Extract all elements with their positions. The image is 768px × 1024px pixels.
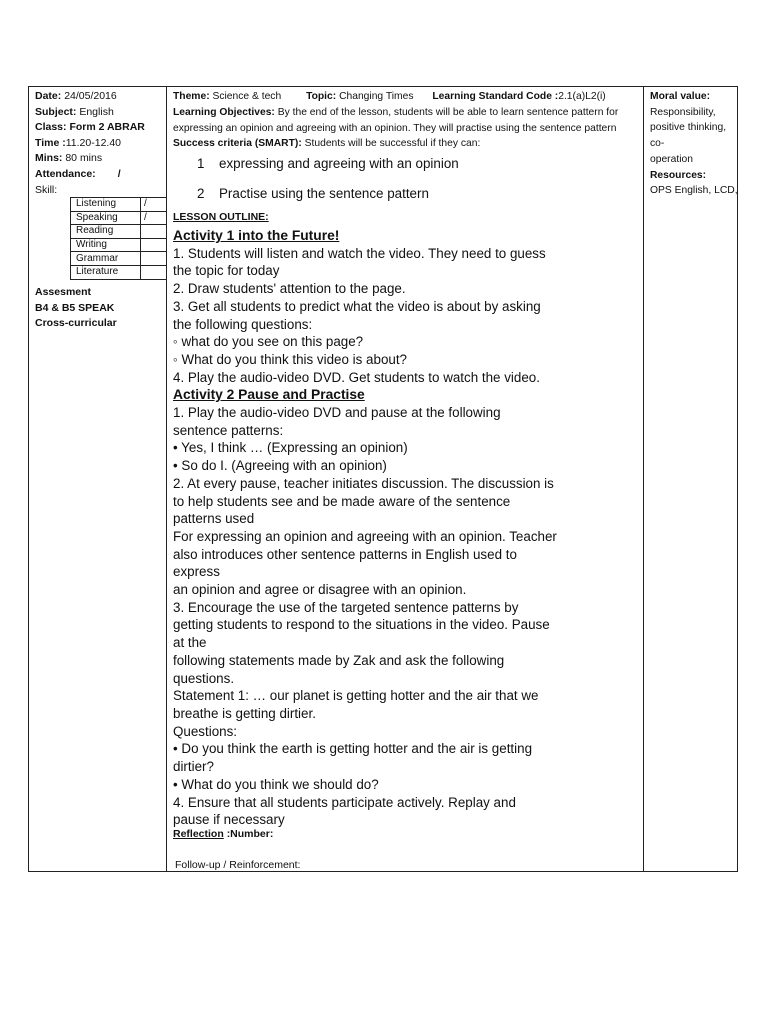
lesson-plan-table [28, 86, 738, 872]
outline-line: following statements made by Zak and ask the following [173, 652, 505, 668]
outline-line: at the [173, 635, 207, 651]
outline-line: 4. Ensure that all students participate actively. Replay and [173, 794, 516, 810]
outline-line: patterns used [173, 511, 255, 527]
activity-1-steps [173, 245, 639, 387]
theme-topic-row: Theme: Science & tech Topic: Changing Times Learning Standard Code :2.1(a)L2(i) [173, 91, 606, 102]
topic-value: Changing Times [339, 91, 414, 102]
class-value: Form 2 ABRAR [69, 121, 145, 134]
outline-line: dirtier? [173, 759, 214, 775]
skill-row-speaking: Speaking / [71, 211, 167, 225]
outline-line: • Yes, I think … (Expressing an opinion) [173, 440, 408, 456]
moral-line: operation [650, 153, 693, 165]
outline-line: sentence patterns: [173, 422, 284, 438]
time-value: 11.20-12.40 [65, 136, 122, 149]
activity-2-title: Activity 2 Pause and Practise [173, 387, 365, 403]
outline-line: ◦ what do you see on this page? [173, 334, 364, 350]
outline-line: 1. Students will listen and watch the video. They need to guess [173, 245, 546, 261]
resources-value: OPS English, LCD, [650, 185, 738, 197]
skill-row: Skill: [35, 183, 58, 196]
mins-row: Mins: 80 mins [35, 152, 103, 165]
outline-line: to help students see and be made aware of the sentence [173, 493, 511, 509]
objectives-row: Learning Objectives: By the end of the lesson, students will be able to learn sentence pattern for [173, 106, 619, 118]
moral-line: Responsibility, [650, 106, 716, 118]
lesson-outline-title: LESSON OUTLINE: [173, 211, 269, 223]
lesson-info [35, 89, 165, 198]
skill-row-grammar: Grammar [71, 252, 167, 266]
followup-label: Follow-up / Reinforcement: [175, 859, 301, 871]
outline-line: 2. At every pause, teacher initiates discussion. The discussion is [173, 475, 554, 491]
assessment-block [35, 285, 165, 332]
moral-line: positive thinking, co- [650, 122, 727, 150]
criteria-item: 2 Practise using the sentence pattern [197, 186, 429, 201]
date-value: 24/05/2016 [64, 90, 117, 102]
outline-line: breathe is getting dirtier. [173, 705, 316, 721]
class-row: Class: Form 2 ABRAR [35, 121, 145, 134]
assessment-label: Assesment [35, 286, 92, 298]
outline-line: • Do you think the earth is getting hotter and the air is getting [173, 741, 533, 757]
outline-line: For expressing an opinion and agreeing with an opinion. Teacher [173, 528, 557, 544]
outline-line: 4. Play the audio-video DVD. Get students to watch the video. [173, 369, 540, 385]
skill-row-writing: Writing [71, 238, 167, 252]
activity-2-steps [173, 404, 639, 829]
subject-row: Subject: English [35, 105, 114, 118]
outline-line: 3. Encourage the use of the targeted sentence patterns by [173, 599, 519, 615]
standard-code: 2.1(a)L2(i) [558, 91, 606, 102]
outline-line: an opinion and agree or disagree with an opinion. [173, 582, 467, 598]
outline-line: 1. Play the audio-video DVD and pause at the following [173, 405, 501, 421]
followup-row [175, 858, 300, 874]
content-column [167, 87, 644, 871]
moral-resources [650, 89, 740, 199]
reflection-number: :Number: [226, 828, 274, 840]
reflection-label: Reflection [173, 828, 224, 840]
time-row: Time :11.20-12.40 [35, 136, 122, 149]
outline-line: the following questions: [173, 316, 313, 332]
cross-curricular-label: Cross-curricular [35, 317, 117, 330]
outline-line: 3. Get all students to predict what the video is about by asking [173, 298, 541, 314]
reflection-row [173, 827, 273, 843]
objectives-row-2: expressing an opinion and agreeing with an opinion. They will practise using the sentence pattern [173, 122, 617, 134]
activity-1-title: Activity 1 into the Future! [173, 228, 340, 243]
outline-line: questions. [173, 670, 235, 686]
skill-row-reading: Reading [71, 225, 167, 239]
outline-line: pause if necessary [173, 812, 285, 828]
outline-line: getting students to respond to the situations in the video. Pause [173, 617, 550, 633]
moral-column [644, 87, 737, 871]
skill-table [70, 197, 167, 280]
outline-line: also introduces other sentence patterns in English used to [173, 546, 517, 562]
outline-line: ◦ What do you think this video is about? [173, 351, 408, 367]
outline-line: express [173, 564, 220, 580]
skill-row-listening: Listening / [71, 198, 167, 212]
info-column [29, 87, 167, 871]
moral-label: Moral value: [650, 91, 711, 102]
outline-line: Questions: [173, 723, 238, 739]
theme-value: Science & tech [212, 91, 282, 102]
date-row: Date: 24/05/2016 [35, 90, 117, 102]
attendance-value: / [117, 167, 121, 180]
skill-row-literature: Literature [71, 265, 167, 279]
assessment-value: B4 & B5 SPEAK [35, 301, 115, 314]
resources-label: Resources: [650, 169, 707, 181]
lesson-header [173, 89, 641, 152]
lesson-outline [173, 227, 639, 829]
outline-line: Statement 1: … our planet is getting hotter and the air that we [173, 688, 539, 704]
subject-value: English [79, 105, 114, 118]
outline-line: the topic for today [173, 263, 280, 279]
attendance-row: Attendance: / [35, 167, 121, 180]
success-criteria-list [197, 149, 459, 209]
criteria-item: 1 expressing and agreeing with an opinion [197, 156, 459, 171]
criteria-row: Success criteria (SMART): Students will be successful if they can: [173, 138, 481, 150]
outline-line: 2. Draw students' attention to the page. [173, 281, 406, 297]
outline-line: • What do you think we should do? [173, 776, 379, 792]
outline-line: • So do I. (Agreeing with an opinion) [173, 458, 387, 474]
mins-value: 80 mins [65, 152, 103, 165]
